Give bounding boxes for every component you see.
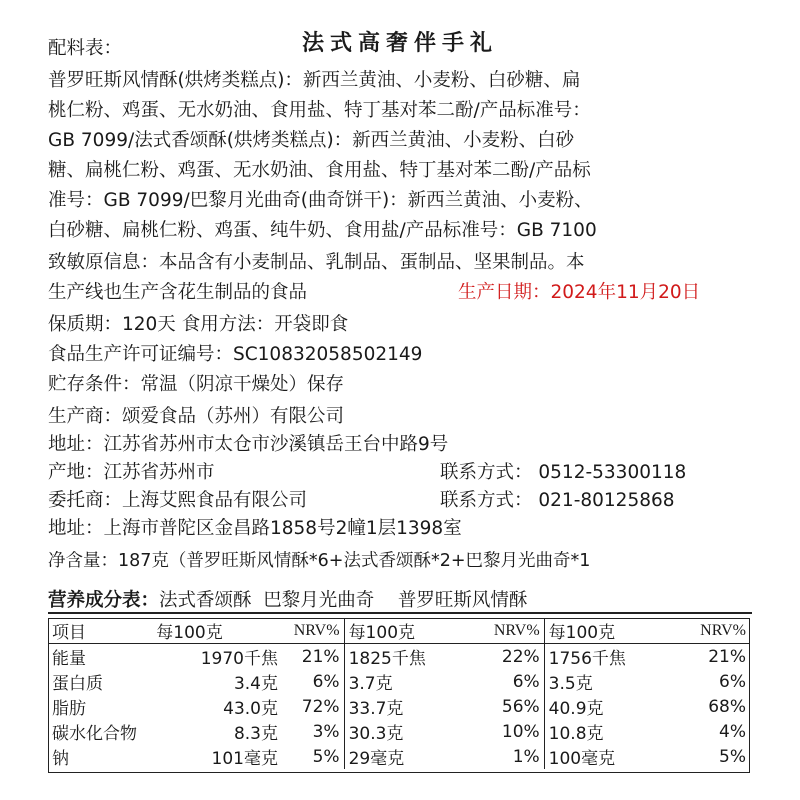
producer: 生产商：颂爱食品（苏州）有限公司: [48, 406, 345, 427]
table-cell: 3.5克: [548, 674, 593, 694]
table-cell: 10%: [445, 719, 544, 744]
table-cell: 3%: [282, 719, 344, 744]
nutrition-label: 营养成分表：: [48, 590, 160, 611]
column-header: NRV%: [445, 618, 544, 644]
net-content: 净含量：187克（普罗旺斯风情酥*6+法式香颂酥*2+巴黎月光曲奇*1: [48, 551, 591, 571]
table-row: [48, 644, 750, 670]
client: 委托商：上海艾熙食品有限公司: [48, 490, 308, 511]
ingredients-line: 糖、扁桃仁粉、鸡蛋、无水奶油、食用盐、特丁基对苯二酚/产品标: [48, 160, 591, 181]
allergen-info: 致敏原信息：本品含有小麦制品、乳制品、蛋制品、坚果制品。本: [48, 252, 585, 273]
nutrient-name: 能量: [52, 649, 86, 669]
column-header: 项目: [48, 618, 136, 644]
column-header: 每100克: [344, 618, 445, 644]
table-cell: 33.7克: [348, 699, 404, 719]
ingredients-line: 白砂糖、扁桃仁粉、鸡蛋、纯牛奶、食用盐/产品标准号：GB 7100: [48, 220, 597, 241]
license-number: 食品生产许可证编号：SC10832058502149: [48, 344, 423, 365]
ingredients-line: 桃仁粉、鸡蛋、无水奶油、食用盐、特丁基对苯二酚/产品标准号：: [48, 100, 591, 121]
table-cell: 100毫克: [548, 749, 616, 769]
table-cell: 72%: [282, 694, 344, 719]
nutrition-header: [48, 586, 527, 612]
production-date: 生产日期：2024年11月20日: [458, 282, 701, 303]
shelf-life: 保质期：120天 食用方法：开袋即食: [48, 314, 349, 335]
table-cell: 5%: [719, 746, 746, 767]
table-cell: 1970千焦: [200, 649, 278, 669]
column-header: 每100克: [136, 618, 282, 644]
ingredients-line: 普罗旺斯风情酥(烘烤类糕点)：新西兰黄油、小麦粉、白砂糖、扁: [48, 70, 581, 91]
table-cell: 21%: [708, 646, 746, 667]
table-cell: 6%: [282, 669, 344, 694]
table-cell: 56%: [445, 694, 544, 719]
table-cell: 6%: [719, 671, 746, 692]
table-cell: 1756千焦: [548, 649, 626, 669]
ingredients-line: 准号：GB 7099/巴黎月光曲奇(曲奇饼干)：新西兰黄油、小麦粉、: [48, 190, 593, 211]
table-cell: 29毫克: [348, 749, 405, 769]
ingredients-label: 配料表：: [48, 38, 123, 59]
column-header: 每100克: [544, 618, 647, 644]
table-cell: 3.7克: [348, 674, 393, 694]
column-header: NRV%: [647, 618, 750, 644]
table-cell: 4%: [719, 721, 746, 742]
allergen-info-cont: 生产线也生产含花生制品的食品: [48, 282, 308, 303]
table-cell: 30.3克: [348, 724, 404, 744]
table-cell: 1%: [445, 744, 544, 769]
table-cell: 6%: [445, 669, 544, 694]
nutrition-product: 普罗旺斯风情酥: [397, 590, 528, 611]
table-row: [48, 719, 750, 744]
nutrient-name: 蛋白质: [52, 674, 103, 694]
page-title: 法式高奢伴手礼: [301, 31, 498, 56]
table-cell: 10.8克: [548, 724, 604, 744]
origin: 产地：江苏省苏州市: [48, 462, 215, 483]
table-cell: 21%: [282, 644, 344, 670]
table-cell: 22%: [445, 644, 544, 670]
table-row: [48, 744, 750, 769]
table-cell: 68%: [708, 696, 746, 717]
table-cell: 8.3克: [233, 724, 278, 744]
storage-conditions: 贮存条件：常温（阴凉干燥处）保存: [48, 374, 345, 395]
nutrient-name: 脂肪: [52, 699, 86, 719]
table-cell: 43.0克: [223, 699, 278, 719]
table-header-row: [48, 618, 750, 644]
client-contact: 联系方式： 021-80125868: [440, 490, 675, 511]
divider: [48, 612, 752, 614]
nutrition-product: 巴黎月光曲奇: [263, 590, 375, 611]
table-cell: 101毫克: [211, 749, 278, 769]
table-row: [48, 669, 750, 694]
table-cell: 40.9克: [548, 699, 604, 719]
producer-contact: 联系方式： 0512-53300118: [440, 462, 687, 483]
producer-address: 地址：江苏省苏州市太仓市沙溪镇岳王台中路9号: [48, 434, 449, 455]
client-address: 地址：上海市普陀区金昌路1858号2幢1层1398室: [48, 518, 462, 539]
ingredients-line: GB 7099/法式香颂酥(烘烤类糕点)：新西兰黄油、小麦粉、白砂: [48, 130, 575, 151]
nutrient-name: 钠: [52, 749, 69, 769]
table-cell: 5%: [282, 744, 344, 769]
table-row: [48, 694, 750, 719]
column-header: NRV%: [282, 618, 344, 644]
nutrient-name: 碳水化合物: [52, 724, 137, 744]
nutrition-product: 法式香颂酥: [159, 590, 252, 611]
nutrition-table: [48, 618, 750, 769]
table-cell: 1825千焦: [348, 649, 426, 669]
table-cell: 3.4克: [233, 674, 278, 694]
